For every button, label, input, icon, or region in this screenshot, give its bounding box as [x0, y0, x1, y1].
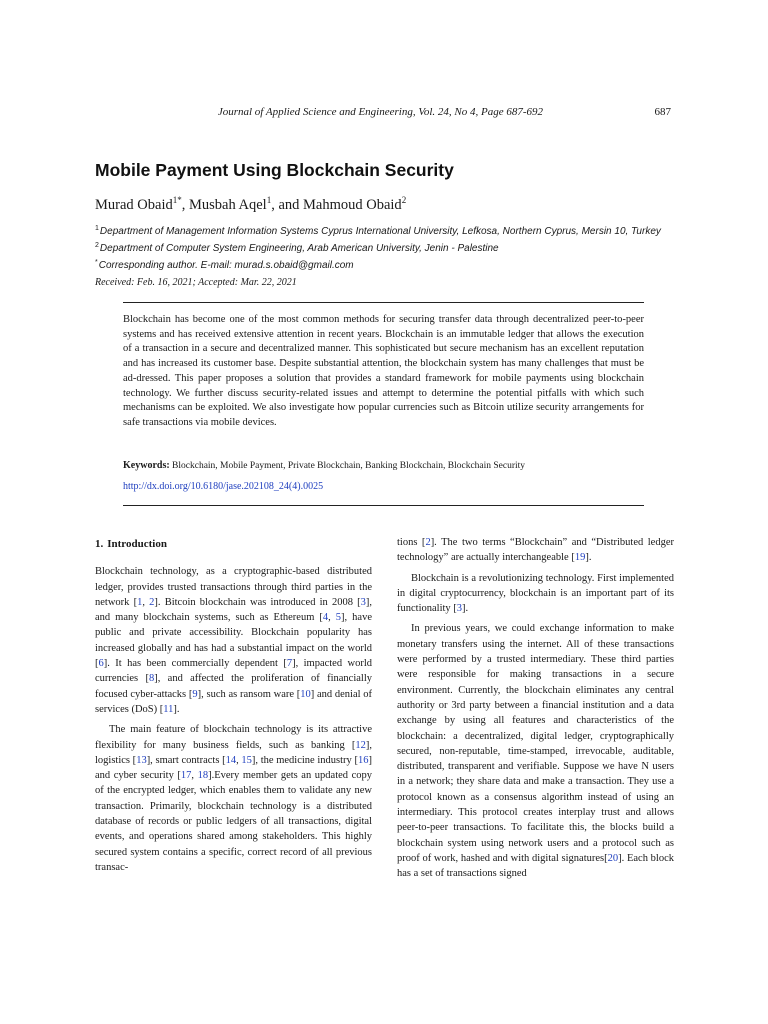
citation-link[interactable]: 19 [574, 552, 586, 564]
author-affiliation-mark: 1 [266, 195, 272, 205]
affiliations [95, 222, 661, 273]
affiliation-text: Department of Computer System Engineering, Arab American University, Jenin - Palestine [99, 243, 499, 254]
affiliation-mark: * [95, 259, 98, 266]
author-name: Murad Obaid [95, 197, 173, 213]
doi-link[interactable]: http://dx.doi.org/10.6180/jase.202108_24(4).0025 [123, 481, 324, 492]
section-title: Introduction [107, 538, 167, 550]
citation-link[interactable]: 1 [137, 596, 143, 608]
citation-link[interactable]: 8 [148, 673, 155, 685]
abstract-bottom-rule [123, 505, 644, 506]
affiliation-mark: 2 [95, 242, 99, 249]
citation-link[interactable]: 2 [149, 596, 155, 608]
abstract: Blockchain has become one of the most common methods for securing transfer data through decentralized peer-to-peer systems and has received extensive attention in recent years. Blockchain is an immutable ledger that allows the execution of a transaction in a secure and decentralized manner. This sophisticated but secure mechanism has an excellent reputation and has increased its customer base. Despite substantial attention, the blockchain system has many challenges that must be ad-dressed. This paper proposes a solution that provides a standard framework for mobile payments using blockchain technology. We further discuss security-related issues and attempt to determine the potential pitfalls with which such mechanisms can be exploited. We also investigate how popular currencies such as Bitcoin utilize security arrangements for safe transactions via mobile devices. [123, 314, 644, 428]
author-affiliation-mark: 2 [401, 195, 407, 205]
citation-link[interactable]: 7 [286, 658, 293, 670]
affiliation-text: Department of Management Information Systems Cyprus International University, Lefkosa, Northern Cyprus, Mersin 10, Turkey [99, 226, 661, 237]
section-heading [95, 537, 372, 552]
affiliation-row [95, 222, 661, 239]
received-accepted-dates: Received: Feb. 16, 2021; Accepted: Mar. 22, 2021 [95, 277, 297, 288]
paragraph: Blockchain is a revolutionizing technology. First implemented in digital cryptocurrency, blockchain is an important part of its functionality [3]. [397, 572, 674, 615]
citation-link[interactable]: 16 [358, 754, 369, 766]
affiliation-text: Corresponding author. E-mail: murad.s.obaid@gmail.com [98, 260, 354, 271]
author-name: Mahmoud Obaid [303, 197, 402, 213]
journal-citation: Journal of Applied Science and Engineering, Vol. 24, No 4, Page 687-692 [217, 106, 543, 118]
citation-link[interactable]: 5 [335, 612, 342, 624]
paper-title: Mobile Payment Using Blockchain Security [95, 160, 454, 180]
author-affiliation-mark: 1* [172, 195, 182, 205]
left-column [95, 535, 372, 880]
paragraph: Blockchain technology, as a cryptographic-based distributed ledger, provides trusted transactions through third parties in the network [1, 2]. Bitcoin blockchain was introduced in 2008 [3], and many blockchain systems, such as Ethereum [4, 5], have public and private accessibility. Blockchain popularity has increased globally and has had a substantial impact on the world [6]. It has been commercially dependent [7], impacted world currencies [8], and affected the proliferation of financially focused cyber-attacks [9], such as ransom ware [10] and denial of services (DoS) [11]. [95, 566, 373, 715]
keywords-label: Keywords: [123, 460, 170, 471]
section-number: 1. [95, 538, 104, 550]
citation-link[interactable]: 11 [163, 703, 174, 715]
page-number: 687 [654, 106, 671, 118]
citation-link[interactable]: 6 [98, 658, 104, 670]
affiliation-mark: 1 [95, 225, 99, 232]
citation-link[interactable]: 10 [300, 688, 311, 700]
paragraph: tions [2]. The two terms “Blockchain” and “Distributed ledger technology” are actually interchangeable [19]. [397, 537, 675, 564]
citation-link[interactable]: 12 [355, 739, 366, 751]
citation-link[interactable]: 17 [180, 770, 192, 782]
abstract-top-rule [123, 302, 644, 303]
keywords [123, 460, 525, 471]
paragraph: The main feature of blockchain technology is its attractive flexibility for many business fields, such as banking [12], logistics [13], smart contracts [14, 15], the medicine industry [16] and cyber security [17, 18].Every member gets an updated copy of the encrypted ledger, which enables them to validate any new transaction. Primarily, blockchain technology is a distributed database of records or public ledgers of all transactions, digital events, and operations shared among stakeholders. This highly secured system contains a specific, correct record of all previous transac- [95, 724, 372, 873]
citation-link[interactable]: 18 [197, 770, 209, 782]
citation-link[interactable]: 3 [360, 596, 366, 608]
author-name: Musbah Aqel [188, 197, 267, 213]
citation-link[interactable]: 15 [241, 754, 252, 766]
keywords-text: Blockchain, Mobile Payment, Private Blockchain, Banking Blockchain, Blockchain Security [172, 461, 526, 471]
citation-link[interactable]: 2 [425, 537, 431, 548]
right-column [397, 535, 674, 887]
citation-link[interactable]: 13 [136, 754, 147, 766]
affiliation-row [95, 239, 661, 256]
running-header [95, 106, 673, 120]
citation-link[interactable]: 14 [225, 754, 237, 766]
citation-link[interactable]: 4 [322, 612, 329, 624]
affiliation-row [95, 256, 661, 273]
paragraph: In previous years, we could exchange information to make monetary transfers using the internet. All of these transactions were performed by a trusted intermediary. These third parties were responsible for making transactions in a secure environment. Currently, the blockchain eliminates any central authority or 3rd party between a financial institution and a data exchange by using all features and characteristics of the blockchain: a decentralized, digital ledger, cryptographically secured, non-reputable, time-stamped, irrevocable, auditable, distributed, transparent and verifiable. Suppose we have N users in a network; they share data and make a transaction. They use a protocol known as a consensus algorithm instead of using an intermediary. This protocol creates interplay trust and allows peer-to-peer transactions. To facilitate this, the blocks build a blockchain system using network users and a protocol such as proof of work, hashed and with digital signatures[20]. Each block has a set of transactions signed [397, 623, 674, 880]
author-list: Murad Obaid$^{1*}$, Musbah Aqel$^1$, and Mahmoud Obaid$^2$ [95, 195, 407, 213]
citation-link[interactable]: 3 [456, 603, 463, 615]
citation-link[interactable]: 20 [607, 852, 619, 864]
citation-link[interactable]: 9 [192, 688, 198, 700]
